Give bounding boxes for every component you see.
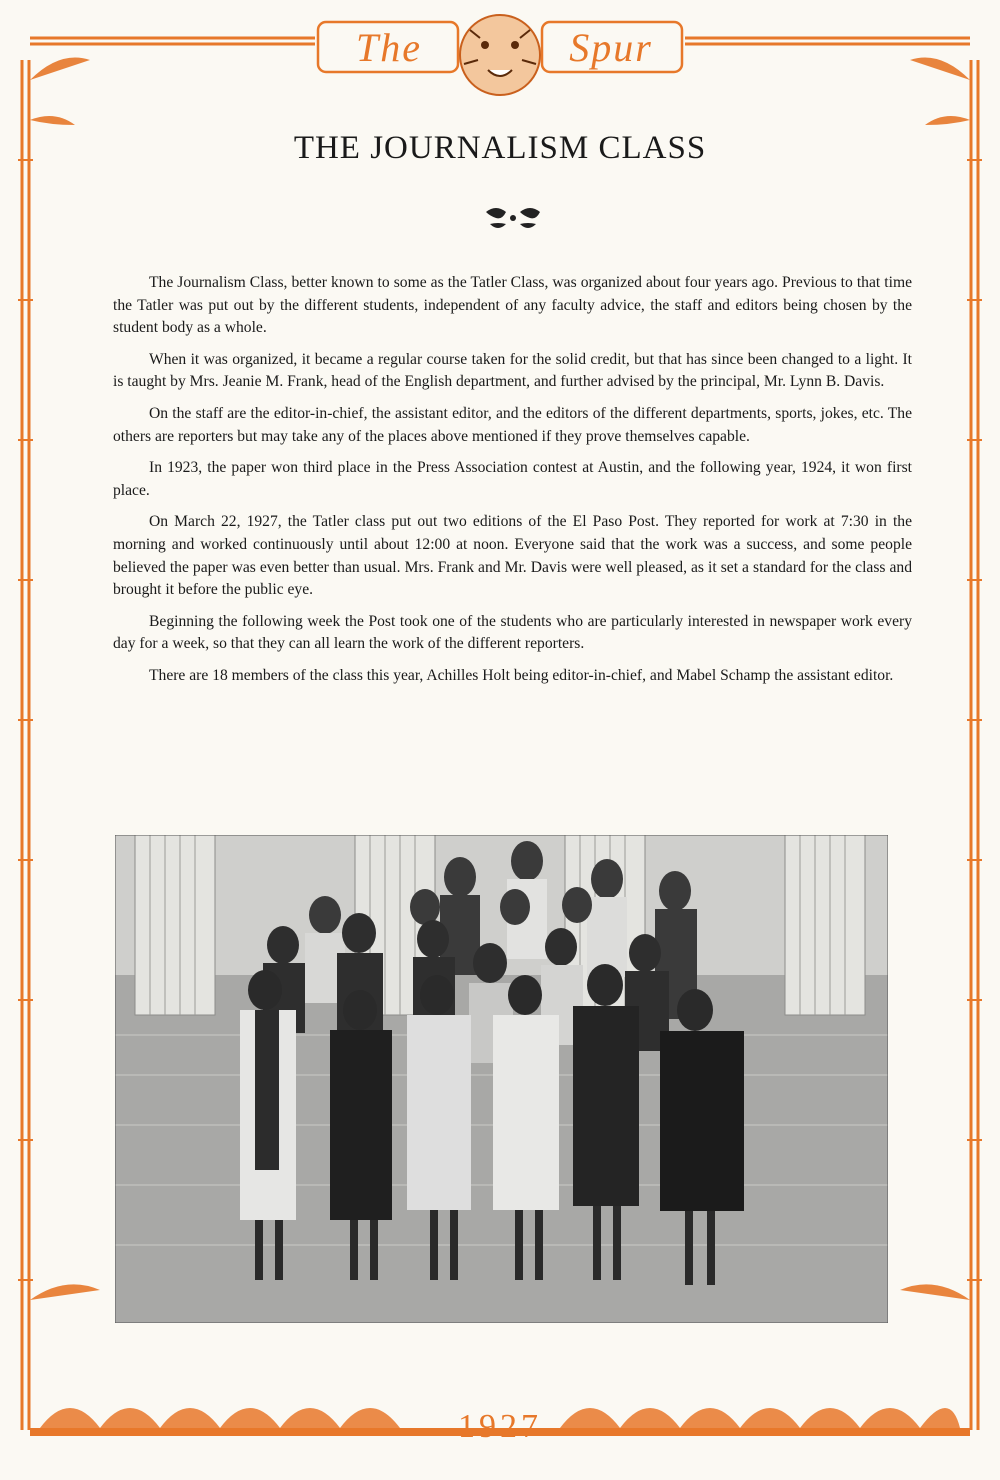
tiger-emblem-icon	[460, 15, 540, 95]
paragraph: Beginning the following week the Post took one of the students who are particularly interested in newspaper work every day for a week, so that they can all learn the work of the different reporters.	[113, 612, 912, 653]
fleuron-ornament-icon	[482, 202, 544, 236]
paragraph: On the staff are the editor-in-chief, the assistant editor, and the editors of the different departments, sports, jokes, etc. The others are reporters but may take any of the places above mentioned if they prove themselves capable.	[113, 404, 912, 445]
class-photograph	[115, 835, 888, 1323]
paragraph: The Journalism Class, better known to some as the Tatler Class, was organized about four years ago. Previous to that time the Tatler was put out by the different students, independent of any faculty advice, the staff and editors being chosen by the student body as a whole.	[113, 274, 912, 337]
paragraph: When it was organized, it became a regular course taken for the solid credit, but that has since been changed to a light. It is taught by Mrs. Jeanie M. Frank, head of the English department, and further advised by the principal, Mr. Lynn B. Davis.	[113, 350, 912, 391]
paragraph: On March 22, 1927, the Tatler class put out two editions of the El Paso Post. They reported for work at 7:30 in the morning and worked continuously until about 12:00 at noon. Everyone said that the work was a success, and some people believed the paper was even better than usual. Mrs. Frank and Mr. Davis were well pleased, as it set a standard for the class and brought it before the public eye.	[113, 513, 912, 599]
article-body	[113, 272, 912, 697]
footer-year: 1927	[458, 1408, 542, 1445]
masthead-word-right: Spur	[569, 25, 653, 70]
paragraph: In 1923, the paper won third place in the Press Association contest at Austin, and the following year, 1924, it won first place.	[113, 459, 912, 499]
masthead-word-left: The	[356, 25, 422, 70]
page-title: THE JOURNALISM CLASS	[293, 130, 707, 166]
paragraph: There are 18 members of the class this year, Achilles Holt being editor-in-chief, and Mabel Schamp the assistant editor.	[149, 666, 894, 684]
